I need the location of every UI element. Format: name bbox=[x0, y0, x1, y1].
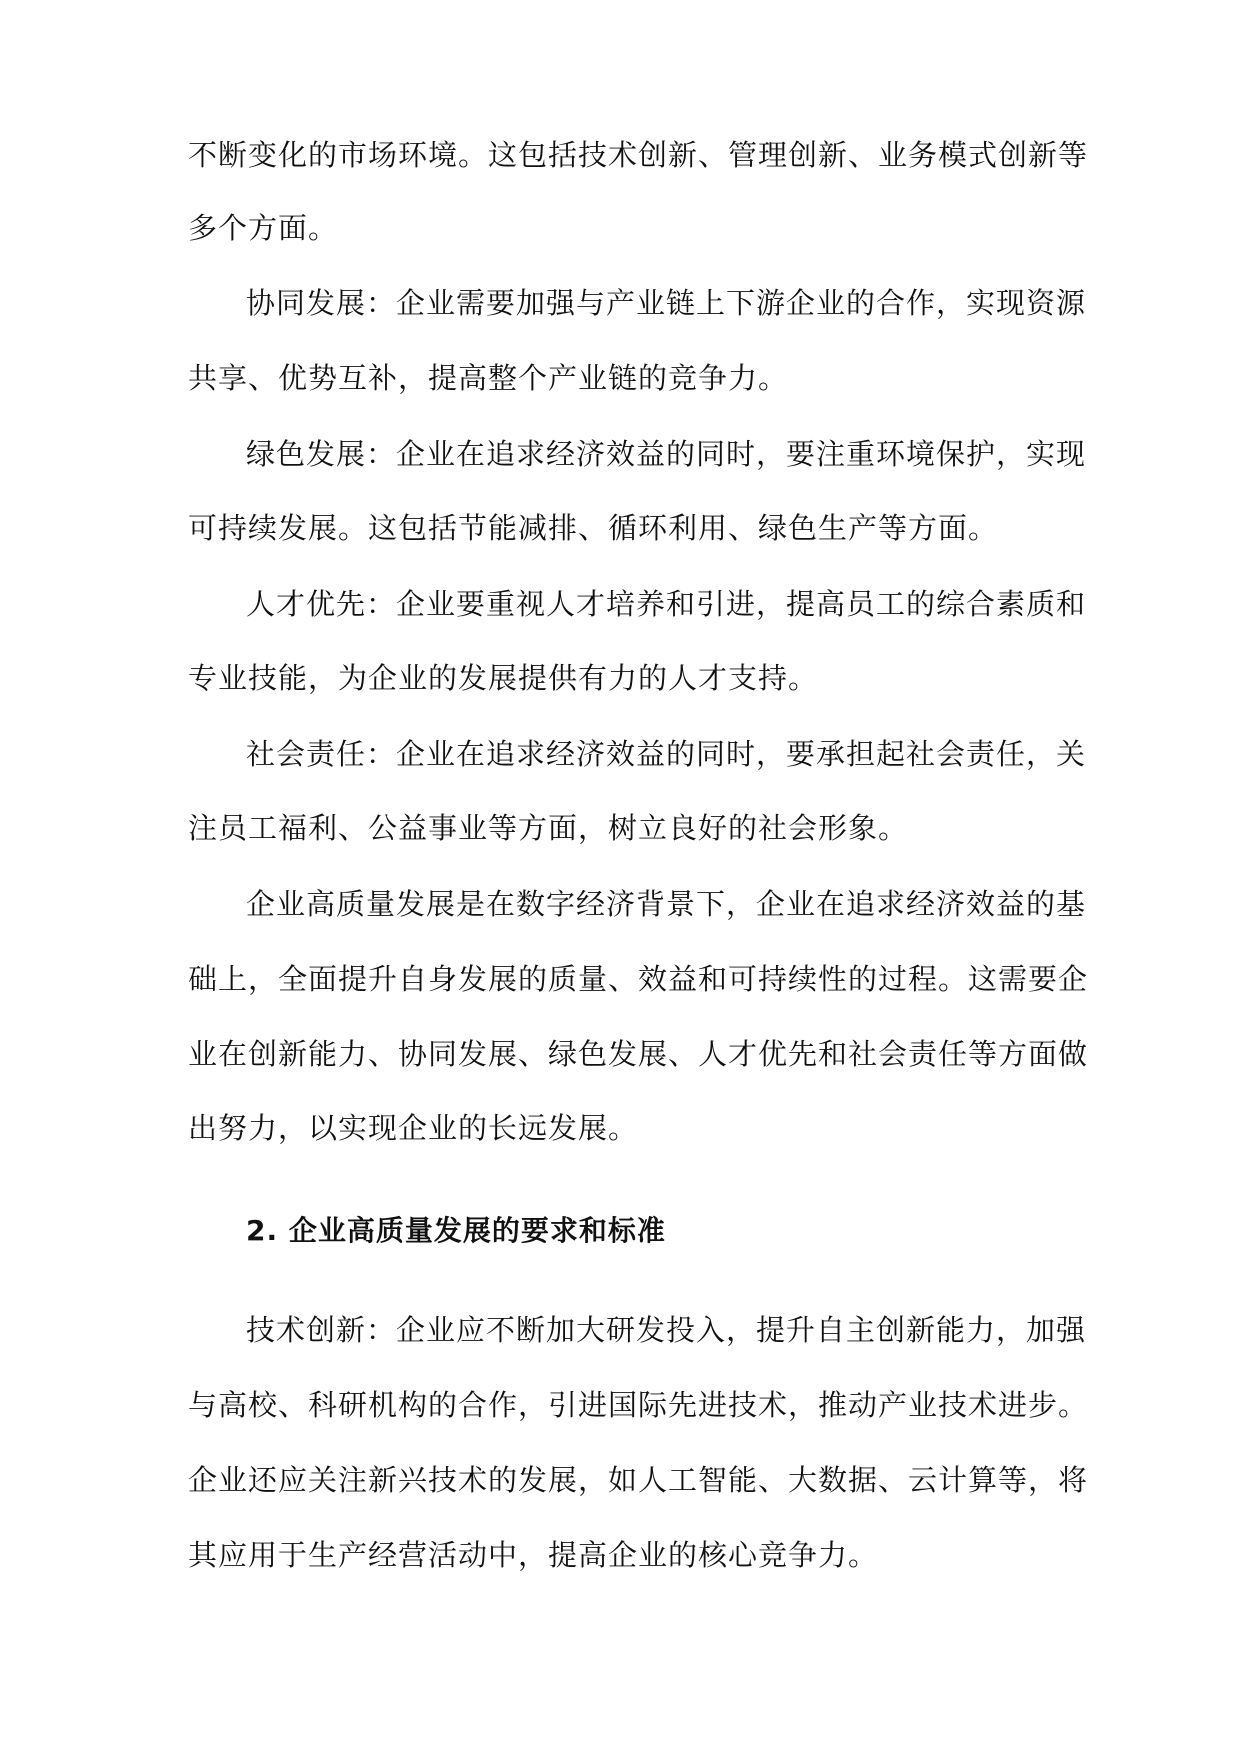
text-line: 企业还应关注新兴技术的发展，如人工智能、大数据、云计算等，将 bbox=[188, 1463, 1089, 1497]
section-heading: 2. 企业高质量发展的要求和标准 bbox=[246, 1214, 666, 1247]
text-line: 注员工福利、公益事业等方面，树立良好的社会形象。 bbox=[188, 811, 909, 845]
text-line: 社会责任：企业在追求经济效益的同时，要承担起社会责任，关 bbox=[246, 737, 1087, 771]
text-line: 多个方面。 bbox=[188, 211, 339, 245]
text-line: 础上，全面提升自身发展的质量、效益和可持续性的过程。这需要企 bbox=[188, 962, 1089, 996]
text-line: 人才优先：企业要重视人才培养和引进，提高员工的综合素质和 bbox=[246, 587, 1087, 621]
text-line: 业在创新能力、协同发展、绿色发展、人才优先和社会责任等方面做 bbox=[188, 1037, 1089, 1071]
text-line: 共享、优势互补，提高整个产业链的竞争力。 bbox=[188, 361, 789, 395]
text-line: 不断变化的市场环境。这包括技术创新、管理创新、业务模式创新等 bbox=[188, 138, 1089, 172]
text-line: 专业技能，为企业的发展提供有力的人才支持。 bbox=[188, 661, 819, 695]
text-line: 绿色发展：企业在追求经济效益的同时，要注重环境保护，实现 bbox=[246, 437, 1087, 471]
text-line: 协同发展：企业需要加强与产业链上下游企业的合作，实现资源 bbox=[246, 286, 1087, 320]
text-line: 技术创新：企业应不断加大研发投入，提升自主创新能力，加强 bbox=[246, 1313, 1087, 1347]
text-line: 企业高质量发展是在数字经济背景下，企业在追求经济效益的基 bbox=[246, 887, 1087, 921]
text-line: 可持续发展。这包括节能减排、循环利用、绿色生产等方面。 bbox=[188, 511, 999, 545]
text-line: 其应用于生产经营活动中，提高企业的核心竞争力。 bbox=[188, 1538, 879, 1572]
text-line: 与高校、科研机构的合作，引进国际先进技术，推动产业技术进步。 bbox=[188, 1388, 1089, 1422]
text-line: 出努力，以实现企业的长远发展。 bbox=[188, 1111, 639, 1145]
